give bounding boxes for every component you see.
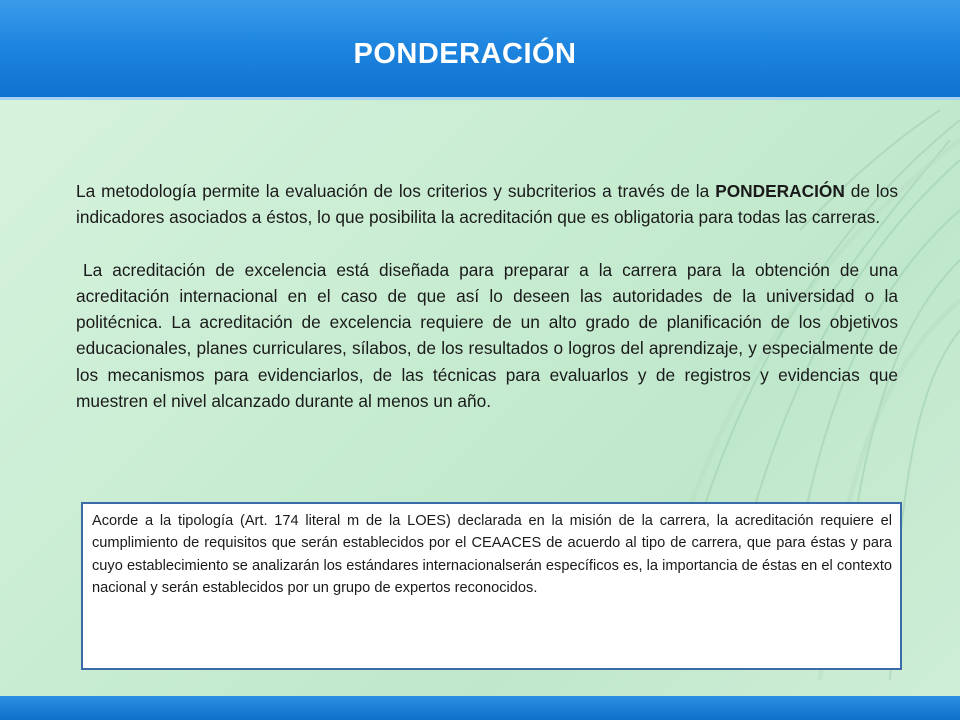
ponderacion-emphasis: PONDERACIÓN xyxy=(715,181,845,201)
paragraph-methodology-start: La metodología permite la evaluación de los criterios y subcriterios a través de la xyxy=(76,181,716,201)
slide-title: PONDERACIÓN xyxy=(353,38,577,70)
title-bar xyxy=(0,0,960,100)
body-text xyxy=(76,178,898,414)
note-box: Acorde a la tipología (Art. 174 literal m de la LOES) declarada en la misión de la carrera, la acreditación requiere el cumplimiento de requisitos que serán establecidos por el CEAACES de acuerdo al tipo de carrera, que para éstas y para cuyo establecimiento se analizarán los estándares internacionalserán específicos es, la importancia de éstas en el contexto nacional y serán establecidos por un grupo de expertos reconocidos. xyxy=(81,502,902,670)
footer-bar xyxy=(0,696,960,720)
paragraph-methodology-end: de los indicadores asociados a éstos, lo que posibilita la acreditación que es obligatoria para todas las carreras. xyxy=(76,181,898,228)
paragraph-methodology xyxy=(76,178,898,231)
paragraph-excellence: La acreditación de excelencia está diseñada para preparar a la carrera para la obtención de una acreditación internacional en el caso de que así lo deseen las autoridades de la universidad o la politécnica. La acreditación de excelencia requiere de un alto grado de planificación de los objetivos educacionales, planes curriculares, sílabos, de los resultados o logros del aprendizaje, y especialmente de los mecanismos para evidenciarlos, de las técnicas para evaluarlos y de registros y evidencias que muestren el nivel alcanzado durante al menos un año. xyxy=(76,259,898,412)
